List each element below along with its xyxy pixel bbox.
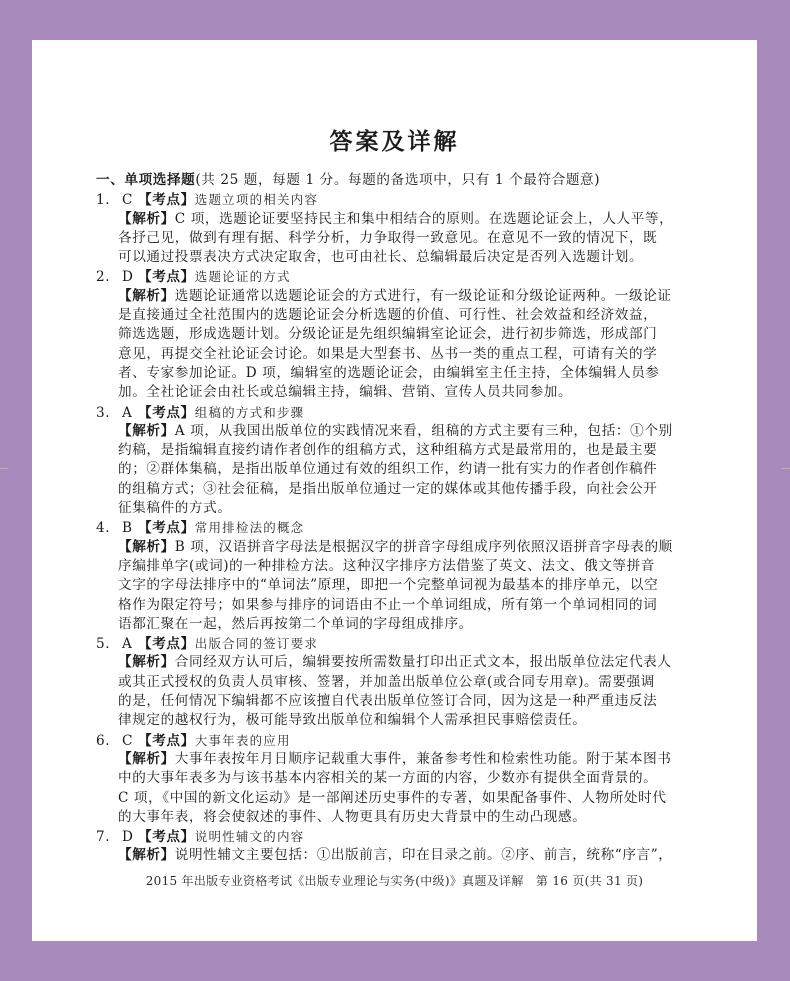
question-header	[96, 518, 696, 537]
question-header	[96, 403, 696, 422]
page-title: 答案及详解	[329, 128, 460, 155]
explanation-text: 语都汇聚在一起，然后再按第二个单词的字母组成排序。	[118, 615, 473, 632]
explanation-line	[96, 499, 696, 518]
explanation-line	[96, 538, 696, 557]
question-item	[96, 403, 696, 519]
explanation-line	[96, 460, 696, 479]
explanation-text: C 项，选题论证要坚持民主和集中相结合的原则。在选题论证会上，人人平等，	[174, 210, 674, 227]
explanation-line	[96, 345, 696, 364]
answer-letter: D	[122, 269, 134, 286]
answer-letter: B	[122, 520, 133, 537]
kaodian-text: 大事年表的应用	[194, 732, 291, 748]
question-list	[96, 190, 696, 865]
explanation-text: 律规定的越权行为，极可能导致出版单位和编辑个人需承担民事赔偿责任。	[118, 712, 587, 729]
question-header	[96, 634, 696, 653]
question-item	[96, 731, 696, 827]
explanation-line	[96, 769, 696, 788]
jiexi-label: 【解析】	[118, 847, 175, 864]
explanation-text: 的大事年表，将会使叙述的事件、人物更具有历史大背景中的生动凸现感。	[118, 808, 587, 825]
explanation-line	[96, 480, 696, 499]
explanation-line	[96, 789, 696, 808]
explanation-line	[96, 364, 696, 383]
explanation-line	[96, 441, 696, 460]
explanation-line	[96, 576, 696, 595]
section-heading-label: 一、单项选择题	[96, 172, 196, 188]
section-heading	[96, 171, 696, 190]
question-number: 3.	[96, 404, 111, 421]
kaodian-label: 【考点】	[138, 636, 195, 653]
question-item	[96, 634, 696, 730]
kaodian-text: 组稿的方式和步骤	[194, 404, 305, 420]
kaodian-text: 常用排检法的概念	[194, 520, 305, 536]
explanation-text: 或其正式授权的负责人员审核、签署，并加盖出版单位公章(或合同专用章)。需要强调	[118, 673, 655, 690]
question-item	[96, 518, 696, 634]
kaodian-label: 【考点】	[138, 732, 195, 749]
explanation-line	[96, 615, 696, 634]
explanation-line	[96, 383, 696, 402]
explanation-line	[96, 229, 696, 248]
explanation-text: B 项，汉语拼音字母法是根据汉字的拼音字母组成序列依照汉语拼音字母表的顺	[174, 538, 673, 555]
jiexi-label: 【解析】	[118, 750, 175, 767]
kaodian-label: 【考点】	[138, 269, 195, 286]
explanation-text: 大事年表按年月日顺序记载重大事件，兼备参考性和检索性功能。附于某本图书	[174, 750, 672, 767]
explanation-line	[96, 248, 696, 267]
explanation-line	[96, 673, 696, 692]
explanation-text: 可以通过投票表决方式决定取舍，也可由社长、总编辑最后决定是否列入选题计划。	[118, 249, 644, 266]
explanation-line	[96, 808, 696, 827]
explanation-line	[96, 653, 696, 672]
explanation-text: 说明性辅文主要包括：①出版前言，印在目录之前。②序、前言，统称“序言”，	[174, 847, 673, 864]
explanation-text: 格作为限定符号；如果参与排序的词语由不止一个单词组成，所有第一个单词相同的词	[118, 596, 658, 613]
document-page	[32, 40, 757, 941]
explanation-line	[96, 422, 696, 441]
answer-letter: A	[122, 636, 133, 653]
kaodian-text: 选题论证的方式	[194, 269, 291, 285]
answer-letter: C	[122, 732, 134, 749]
jiexi-label: 【解析】	[118, 422, 175, 439]
section-note: (共 25 题，每题 1 分。每题的备选项中，只有 1 个最符合题意)	[195, 172, 601, 188]
explanation-line	[96, 325, 696, 344]
page-footer: 2015 年出版专业资格考试《出版专业理论与实务(中级)》真题及详解 第 16 页(共 31 页)	[145, 874, 644, 888]
jiexi-label: 【解析】	[118, 287, 175, 304]
explanation-line	[96, 846, 696, 865]
explanation-text: 中的大事年表多为与该书基本内容相关的某一方面的内容，少数亦有提供全面背景的。	[118, 770, 658, 787]
question-number: 2.	[96, 269, 111, 286]
explanation-line	[96, 210, 696, 229]
explanation-line	[96, 692, 696, 711]
crop-mark-right	[782, 468, 790, 469]
kaodian-label: 【考点】	[138, 829, 195, 846]
explanation-line	[96, 711, 696, 730]
explanation-line	[96, 306, 696, 325]
jiexi-label: 【解析】	[118, 538, 175, 555]
explanation-text: 的是，任何情况下编辑都不应该擅自代表出版单位签订合同，因为这是一种严重违反法	[118, 693, 658, 710]
explanation-text: 是直接通过全社范围内的选题论证会分析选题的价值、可行性、社会效益和经济效益，	[118, 307, 658, 324]
explanation-line	[96, 557, 696, 576]
question-item	[96, 827, 696, 866]
question-header	[96, 190, 696, 209]
explanation-text: A 项，从我国出版单位的实践情况来看，组稿的方式主要有三种，包括：①个别	[174, 422, 673, 439]
question-item	[96, 267, 696, 402]
question-header	[96, 827, 696, 846]
question-number: 5.	[96, 636, 111, 653]
explanation-text: 征集稿件的方式。	[118, 500, 232, 517]
answer-letter: C	[122, 192, 134, 209]
question-number: 6.	[96, 732, 111, 749]
explanation-text: 意见，再提交全社论证会讨论。如果是大型套书、丛书一类的重点工程，可请有关的学	[118, 345, 658, 362]
answer-letter: D	[122, 829, 134, 846]
kaodian-label: 【考点】	[138, 404, 195, 421]
kaodian-label: 【考点】	[138, 192, 195, 209]
explanation-line	[96, 596, 696, 615]
explanation-line	[96, 287, 696, 306]
kaodian-text: 出版合同的签订要求	[194, 636, 319, 652]
question-number: 4.	[96, 520, 111, 537]
question-number: 1.	[96, 192, 111, 209]
explanation-line	[96, 750, 696, 769]
explanation-text: 的组稿方式；③社会征稿，是指出版单位通过一定的媒体或其他传播手段，向社会公开	[118, 480, 658, 497]
answer-content	[96, 171, 696, 866]
jiexi-label: 【解析】	[118, 654, 175, 671]
explanation-text: 的；②群体集稿，是指出版单位通过有效的组织工作，约请一批有实力的作者创作稿件	[118, 461, 658, 478]
question-header	[96, 267, 696, 286]
explanation-text: C 项，《中国的新文化运动》是一部阐述历史事件的专著，如果配备事件、人物所处时代	[118, 789, 667, 806]
jiexi-label: 【解析】	[118, 210, 175, 227]
kaodian-text: 选题立项的相关内容	[194, 192, 319, 208]
explanation-text: 加。全社论证会由社长或总编辑主持，编辑、营销、宣传人员共同参加。	[118, 384, 573, 401]
explanation-text: 文字的字母法排序中的“单词法”原理，即把一个完整单词视为最基本的排序单元，以空	[118, 577, 659, 594]
explanation-text: 者、专家参加论证。D 项，编辑室的选题论证会，由编辑室主任主持，全体编辑人员参	[118, 364, 660, 381]
explanation-text: 约稿，是指编辑直接约请作者创作的组稿方式，这种组稿方式是最常用的，也是最主要	[118, 442, 658, 459]
explanation-text: 序编排单字(或词)的一种排检方法。这种汉字排序方法借鉴了英文、法文、俄文等拼音	[118, 557, 655, 574]
kaodian-label: 【考点】	[138, 520, 195, 537]
explanation-text: 选题论证通常以选题论证会的方式进行，有一级论证和分级论证两种。一级论证	[174, 287, 672, 304]
crop-mark-left	[0, 468, 8, 469]
question-header	[96, 731, 696, 750]
question-number: 7.	[96, 829, 111, 846]
explanation-text: 合同经双方认可后，编辑要按所需数量打印出正式文本，报出版单位法定代表人	[174, 654, 672, 671]
explanation-text: 筛选选题，形成选题计划。分级论证是先组织编辑室论证会，进行初步筛选，形成部门	[118, 326, 658, 343]
explanation-text: 各抒己见，做到有理有据、科学分析，力争取得一致意见。在意见不一致的情况下，既	[118, 229, 658, 246]
question-item	[96, 190, 696, 267]
answer-letter: A	[122, 404, 133, 421]
kaodian-text: 说明性辅文的内容	[194, 829, 305, 845]
